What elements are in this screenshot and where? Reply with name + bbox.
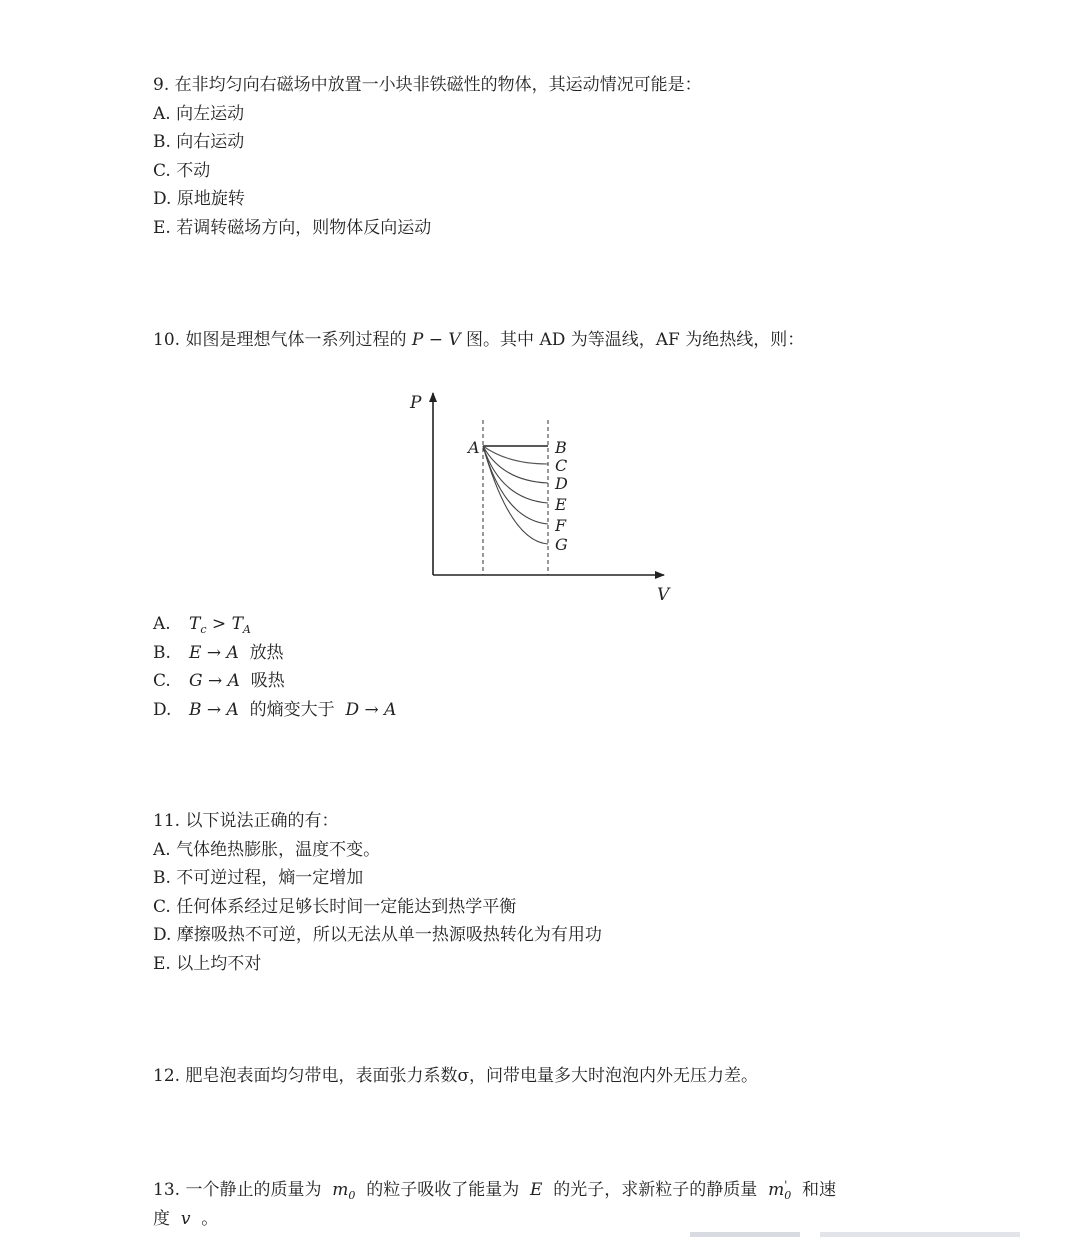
question-11-option-d: D. 摩擦吸热不可逆，所以无法从单一热源吸热转化为有用功 — [153, 925, 602, 945]
p-axis-label: P — [410, 393, 422, 413]
curve-label-g: G — [555, 535, 568, 554]
question-10-option-a — [153, 610, 396, 639]
cropped-watermark — [680, 1226, 1060, 1237]
curve-af — [483, 446, 548, 524]
process-formula: E → A — [189, 642, 239, 663]
option-text: 放热 — [249, 642, 284, 663]
curve-ac — [483, 446, 548, 464]
q13-text-c: 的光子，求新粒子的静质量 — [553, 1180, 758, 1200]
question-9-option-b: B. 向右运动 — [153, 132, 245, 152]
pv-diagram — [400, 385, 680, 605]
v-axis-label: V — [657, 585, 670, 605]
curve-label-c: C — [555, 456, 568, 475]
question-9-option-e: E. 若调转磁场方向，则物体反向运动 — [153, 217, 432, 238]
temp-sub: c — [200, 623, 207, 636]
question-13 — [153, 1176, 836, 1233]
temp-symbol: T — [231, 614, 243, 634]
curve-label-e: E — [555, 495, 567, 514]
photon-energy: E — [530, 1180, 543, 1200]
question-11 — [153, 807, 602, 978]
temp-sub: A — [242, 623, 251, 636]
question-10-stem-pre: 10. 如图是理想气体一系列过程的 — [153, 330, 407, 350]
curve-label-b: B — [555, 438, 567, 457]
mass-sub: 0 — [348, 1189, 356, 1202]
q13-text-b: 的粒子吸收了能量为 — [366, 1180, 520, 1200]
question-9-option-a: A. 向左运动 — [153, 103, 245, 124]
gt-sign: > — [206, 614, 232, 634]
mass-sub: 0 — [784, 1189, 792, 1202]
prime-mark: ' — [784, 1178, 788, 1192]
question-13-stem-line-1 — [153, 1176, 836, 1205]
question-10-pv-formula: P − V — [411, 330, 461, 350]
question-9-option-d: D. 原地旋转 — [153, 189, 245, 209]
option-label: D. — [153, 699, 172, 720]
question-10-stem — [153, 326, 804, 355]
temp-c — [189, 614, 207, 634]
question-11-option-e: E. 以上均不对 — [153, 953, 262, 974]
q13-text-a: 13. 一个静止的质量为 — [153, 1180, 322, 1200]
question-10-option-c — [153, 667, 396, 696]
question-9-stem: 9. 在非均匀向右磁场中放置一小块非铁磁性的物体，其运动情况可能是： — [153, 75, 702, 95]
curve-label-f: F — [555, 516, 567, 535]
point-a-label: A — [468, 438, 480, 457]
question-10-option-b — [153, 639, 396, 668]
question-10-stem-post: 图。其中 AD 为等温线，AF 为绝热线，则： — [466, 330, 805, 350]
question-10-options — [153, 610, 396, 724]
process-formula: B → A — [189, 699, 239, 720]
curve-label-d: D — [555, 474, 568, 493]
velocity-symbol: v — [180, 1208, 191, 1229]
q13-text-d: 和速 — [802, 1180, 837, 1200]
question-12 — [153, 1062, 758, 1091]
rest-mass-m0 — [332, 1180, 355, 1200]
temp-a — [232, 614, 251, 634]
question-11-option-a: A. 气体绝热膨胀，温度不变。 — [153, 839, 381, 860]
question-10-option-d — [153, 696, 396, 725]
new-rest-mass — [768, 1180, 791, 1200]
question-11-option-c: C. 任何体系经过足够长时间一定能达到热学平衡 — [153, 896, 517, 917]
mass-symbol: m — [332, 1180, 349, 1200]
question-11-stem: 11. 以下说法正确的有： — [153, 811, 339, 831]
q13-text-e: 度 — [153, 1208, 170, 1229]
question-12-stem: 12. 肥皂泡表面均匀带电，表面张力系数σ，问带电量多大时泡泡内外无压力差。 — [153, 1066, 759, 1086]
process-formula: G → A — [189, 671, 240, 691]
q13-text-f: 。 — [201, 1208, 219, 1229]
mass-symbol: m — [768, 1180, 785, 1200]
option-label: B. — [153, 642, 171, 663]
temp-symbol: T — [189, 614, 201, 634]
option-text: 吸热 — [250, 671, 285, 691]
question-9-option-c: C. 不动 — [153, 160, 211, 181]
question-9 — [153, 71, 702, 242]
process-formula-2: D → A — [345, 699, 397, 720]
option-label: A. — [153, 614, 171, 634]
question-10 — [153, 326, 804, 355]
option-text: 的熵变大于 — [249, 699, 335, 720]
option-label: C. — [153, 671, 171, 691]
question-11-option-b: B. 不可逆过程，熵一定增加 — [153, 868, 364, 888]
